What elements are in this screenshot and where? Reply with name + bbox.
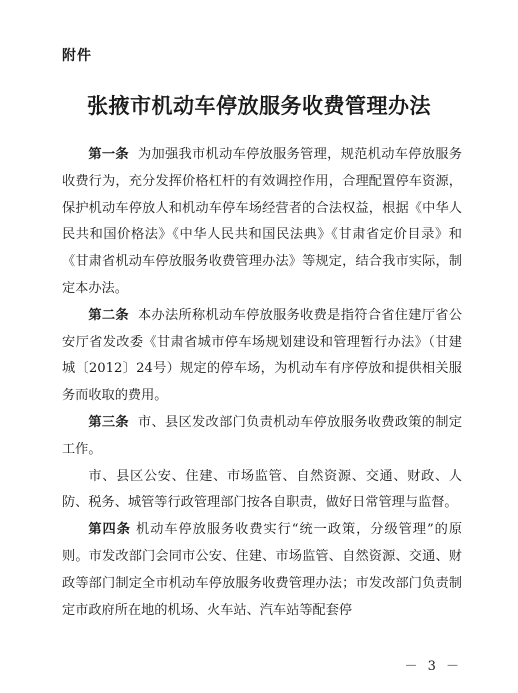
article-paragraph [62,303,462,410]
document-title: 张掖市机动车停放服务收费管理办法 [87,94,431,118]
article-paragraph [62,517,462,624]
article-number: 第一条 [88,147,129,162]
article-paragraph [62,142,462,303]
article-number: 第三条 [88,414,129,430]
article-paragraph [62,410,462,464]
attachment-label: 附件 [62,48,92,64]
article-text: 机动车停放服务收费实行“统一政策，分级管理”的原则。市发改部门会同市公安、住建、市场监管、自然资源、交通、财政等部门制定全市机动车停放服务收费管理办法；市发改部门负责制定市政府所在地的机场、火车站、汽车站等配套停 [62,522,463,618]
article-text: 本办法所称机动车停放服务收费是指符合省住建厅省公安厅省发改委《甘肃省城市停车场规划建设和管理暂行办法》（甘建城〔2012〕24号）规定的停车场，为机动车有序停放和提供相关服务而收取的费用。 [62,307,463,404]
paragraph-text: 市、县区公安、住建、市场监管、自然资源、交通、财政、人防、税务、城管等行政管理部门按各自职责，做好日常管理与监督。 [62,468,462,511]
article-number: 第四条 [88,522,131,538]
article-text: 市、县区发改部门负责机动车停放服务收费政策的制定工作。 [62,414,463,457]
body-paragraph [62,464,462,518]
article-text: 为加强我市机动车停放服务管理，规范机动车停放服务收费行为，充分发挥价格杠杆的有效调控作用，合理配置停车资源，保护机动车停放人和机动车停车场经营者的合法权益，根据《中华人民共和国价格法》《中华人民共和国民法典》《甘肃省定价目录》和《甘肃省机动车停放服务收费管理办法》等规定，结合我市实际，制定本办法。 [62,147,463,296]
article-number: 第二条 [88,307,129,323]
page-number: － 3 － [404,659,462,674]
document-body [62,142,462,624]
